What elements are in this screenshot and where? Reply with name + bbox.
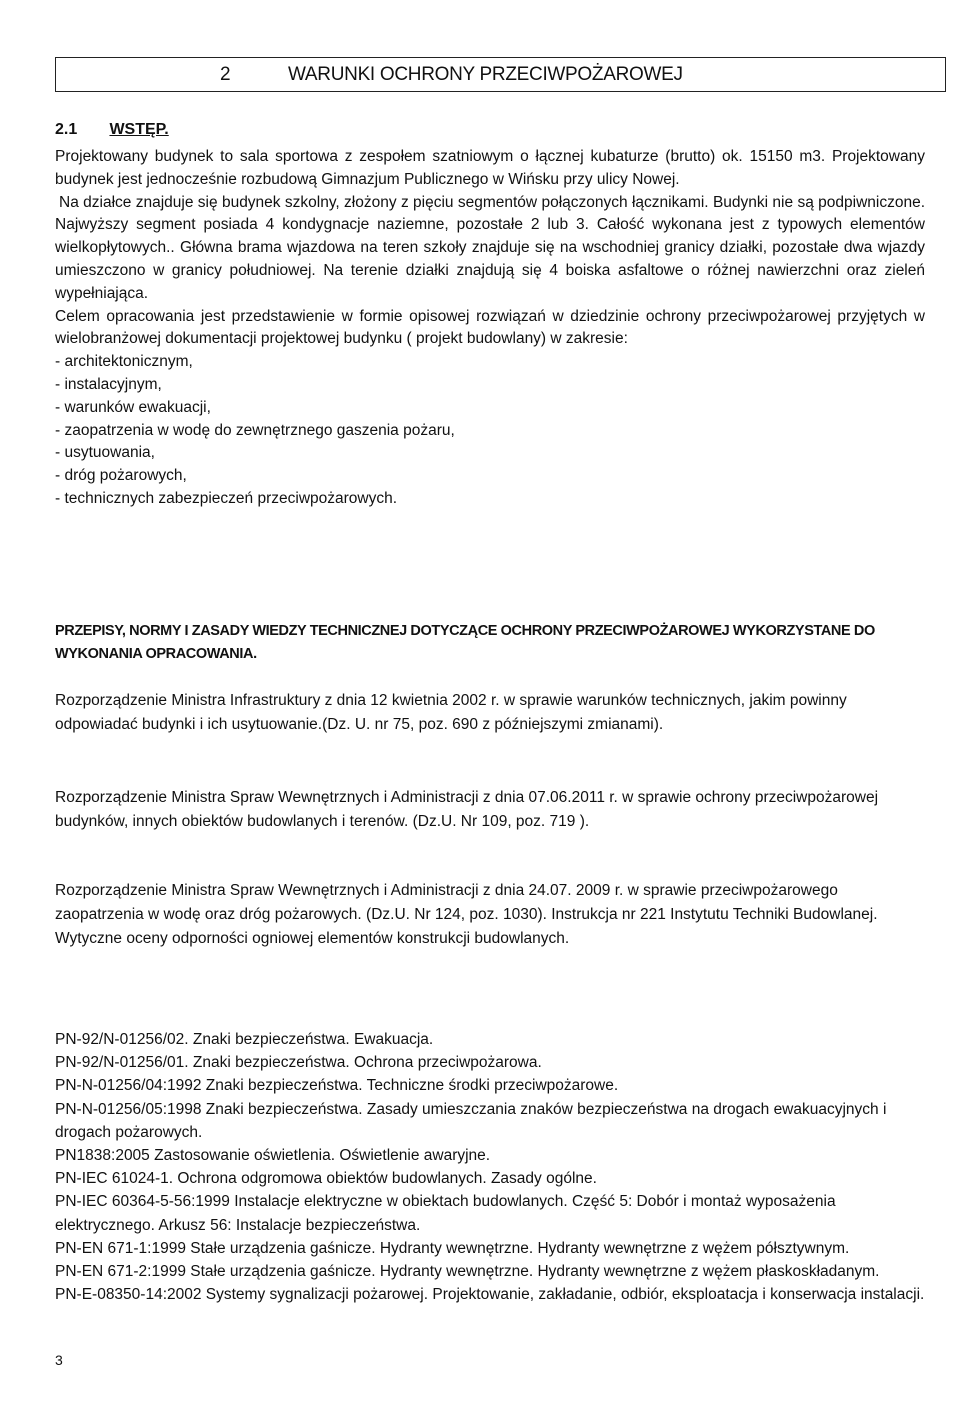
page-number: 3 — [55, 1352, 63, 1368]
intro-paragraph-1: Projektowany budynek to sala sportowa z zespołem szatniowym o łącznej kubaturze (brutto) ok. 15150 m3. Projektowany budynek jest jednocześnie rozbudową Gimnazjum Publicznego w Wińsku przy ulicy Nowej. — [55, 148, 925, 188]
regulations-heading: PRZEPISY, NORMY I ZASADY WIEDZY TECHNICZNEJ DOTYCZĄCE OCHRONY PRZECIWPOŻAROWEJ WYKORZYSTANE DO WYKONANIA OPRACOWANIA. — [55, 623, 875, 662]
list-item: - instalacyjnym, — [55, 375, 162, 393]
list-item: - usytuowania, — [55, 444, 155, 462]
section-title: WSTĘP. — [109, 121, 169, 138]
standard-item: PN-EN 671-2:1999 Stałe urządzenia gaśnicze. Hydranty wewnętrzne. Hydranty wewnętrzne z wężem płaskoskładanym. — [55, 1263, 880, 1281]
list-item: - technicznych zabezpieczeń przeciwpożarowych. — [55, 489, 398, 507]
intro-paragraph-2: Na działce znajduje się budynek szkolny, złożony z pięciu segmentów połączonych łącznikami. Budynki nie są podpiwniczone. Najwyższy segment posiada 4 kondygnacje naziemne, pozostałe 2 lub 3. Całość wykonana jest z typowych elementów wielkopłytowych.. Główna brama wjazdowa na teren szkoły znajduje się na wschodniej granicy działki, pozostałe dwa wjazdy umieszczono w granicy południowej. Na terenie działki znajdują się 4 boiska asfaltowe o różnej nawierzchni oraz zieleń wypełniająca. — [55, 193, 925, 302]
list-item: - architektonicznym, — [55, 353, 193, 371]
chapter-header-box — [55, 57, 946, 92]
list-item: - warunków ewakuacji, — [55, 398, 211, 416]
chapter-number: 2 — [220, 64, 231, 85]
standards-list — [55, 1028, 925, 1306]
standard-item: PN-N-01256/04:1992 Znaki bezpieczeństwa. Techniczne środki przeciwpożarowe. — [55, 1077, 619, 1095]
section-heading — [55, 121, 169, 139]
standard-item: PN-N-01256/05:1998 Znaki bezpieczeństwa. Zasady umieszczania znaków bezpieczeństwa na drogach ewakuacyjnych i drogach pożarowych. — [55, 1100, 887, 1141]
intro-body — [55, 146, 925, 511]
reference-item: Rozporządzenie Ministra Spraw Wewnętrznych i Administracji z dnia 07.06.2011 r. w sprawie ochrony przeciwpożarowej budynków, innych obiektów budowlanych i terenów. (Dz.U. Nr 109, poz. 719 ). — [55, 789, 879, 830]
standard-item: PN1838:2005 Zastosowanie oświetlenia. Oświetlenie awaryjne. — [55, 1147, 491, 1165]
standard-item: PN-EN 671-1:1999 Stałe urządzenia gaśnicze. Hydranty wewnętrzne. Hydranty wewnętrzne z wężem półsztywnym. — [55, 1239, 850, 1257]
section-number: 2.1 — [55, 121, 78, 138]
standard-item: PN-92/N-01256/02. Znaki bezpieczeństwa. Ewakuacja. — [55, 1031, 434, 1048]
standard-item: PN-92/N-01256/01. Znaki bezpieczeństwa. Ochrona przeciwpożarowa. — [55, 1054, 542, 1072]
standard-item: PN-E-08350-14:2002 Systemy sygnalizacji pożarowej. Projektowanie, zakładanie, odbiór, eksploatacja i konserwacja instalacji. — [55, 1286, 925, 1304]
scope-list — [55, 351, 925, 511]
list-item: - zaopatrzenia w wodę do zewnętrznego gaszenia pożaru, — [55, 421, 455, 439]
intro-paragraph-3: Celem opracowania jest przedstawienie w formie opisowej rozwiązań w dziedzinie ochrony przeciwpożarowej przyjętych w wielobranżowej dokumentacji projektowej budynku ( projekt budowlany) w zakresie: — [55, 307, 925, 348]
standard-item: PN-IEC 60364-5-56:1999 Instalacje elektryczne w obiektach budowlanych. Część 5: Dobór i montaż wyposażenia elektrycznego. Arkusz 56: Instalacje bezpieczeństwa. — [55, 1193, 836, 1234]
chapter-title: WARUNKI OCHRONY PRZECIWPOŻAROWEJ — [288, 64, 683, 85]
reference-item: Rozporządzenie Ministra Infrastruktury z dnia 12 kwietnia 2002 r. w sprawie warunków technicznych, jakim powinny odpowiadać budynki i ich usytuowanie.(Dz. U. nr 75, poz. 690 z późniejszymi zmianami). — [55, 692, 847, 733]
standard-item: PN-IEC 61024-1. Ochrona odgromowa obiektów budowlanych. Zasady ogólne. — [55, 1170, 597, 1188]
reference-item: Rozporządzenie Ministra Spraw Wewnętrznych i Administracji z dnia 24.07. 2009 r. w sprawie przeciwpożarowego zaopatrzenia w wodę oraz dróg pożarowych. (Dz.U. Nr 124, poz. 1030). Instrukcja nr 221 Instytutu Techniki Budowlanej. Wytyczne oceny odporności ogniowej elementów konstrukcji budowlanych. — [55, 882, 878, 947]
list-item: - dróg pożarowych, — [55, 467, 187, 485]
